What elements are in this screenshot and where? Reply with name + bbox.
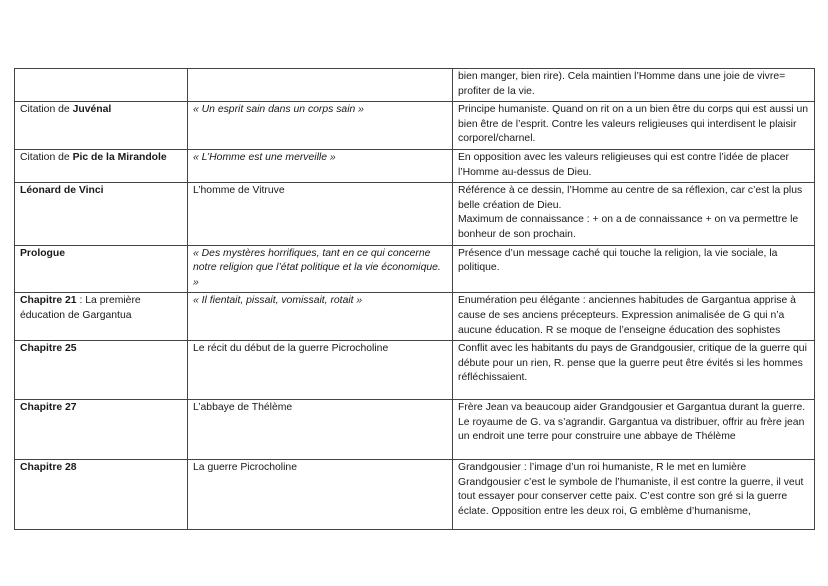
row-label-cell: Citation de Juvénal (15, 102, 188, 150)
analysis-cell: Référence à ce dessin, l’Homme au centre de sa réflexion, car c’est la plus belle création de Dieu. Maximum de connaissance : + on a de connaissance + on va permettre le bonheur de son prochain. (453, 183, 815, 245)
table-row (15, 460, 815, 530)
row-label-cell: Chapitre 25 (15, 341, 188, 400)
analysis-cell: Frère Jean va beaucoup aider Grandgousier et Gargantua durant la guerre. Le royaume de G. va s’agrandir. Gargantua va distribuer, offrir au frère jean un endroit une terre pour construire une abbaye de Thélème (453, 400, 815, 460)
analysis-cell: bien manger, bien rire). Cela maintien l’Homme dans une joie de vivre= profiter de la vie. (453, 69, 815, 102)
quote-cell (188, 69, 453, 102)
table-row (15, 245, 815, 293)
table-row (15, 183, 815, 245)
table-row (15, 341, 815, 400)
analysis-cell: En opposition avec les valeurs religieuses qui est contre l’idée de placer l’Homme au-dessus de Dieu. (453, 149, 815, 182)
row-label-cell (15, 69, 188, 102)
analysis-cell: Grandgousier : l’image d’un roi humaniste, R le met en lumière Grandgousier c’est le symbole de l’humaniste, il est contre la guerre, il veut tout essayer pour conserver cette paix. C’est contre son gré si la guerre éclate. Opposition entre les deux roi, G emblème d’humanisme, (453, 460, 815, 530)
notes-table (14, 68, 815, 530)
analysis-cell: Conflit avec les habitants du pays de Grandgousier, critique de la guerre qui débute pour un rien, R. pense que la guerre peut être évités si les hommes réfléchissaient. (453, 341, 815, 400)
table-row (15, 102, 815, 150)
row-label-cell: Léonard de Vinci (15, 183, 188, 245)
row-label-cell: Citation de Pic de la Mirandole (15, 149, 188, 182)
table-row (15, 293, 815, 341)
table-row (15, 149, 815, 182)
table-row (15, 400, 815, 460)
analysis-cell: Principe humaniste. Quand on rit on a un bien être du corps qui est aussi un bien être de l’esprit. Contre les valeurs religieuses qui interdisent le plaisir corporel/charnel. (453, 102, 815, 150)
quote-cell: La guerre Picrocholine (188, 460, 453, 530)
quote-cell: Le récit du début de la guerre Picrocholine (188, 341, 453, 400)
analysis-cell: Présence d’un message caché qui touche la religion, la vie sociale, la politique. (453, 245, 815, 293)
quote-cell: « L’Homme est une merveille » (188, 149, 453, 182)
analysis-cell: Enumération peu élégante : anciennes habitudes de Gargantua apprise à cause de ses anciens précepteurs. Expression animalisée de G qui n’a aucune éducation. R se moque de l’enseigne éducation des sophistes (453, 293, 815, 341)
row-label-cell: Chapitre 27 (15, 400, 188, 460)
table-row (15, 69, 815, 102)
quote-cell: L’homme de Vitruve (188, 183, 453, 245)
row-label-cell: Prologue (15, 245, 188, 293)
quote-cell: « Il fientait, pissait, vomissait, rotait » (188, 293, 453, 341)
quote-cell: « Un esprit sain dans un corps sain » (188, 102, 453, 150)
row-label-cell: Chapitre 28 (15, 460, 188, 530)
quote-cell: « Des mystères horrifiques, tant en ce qui concerne notre religion que l’état politique et la vie économique. » (188, 245, 453, 293)
row-label-cell: Chapitre 21 : La première éducation de Gargantua (15, 293, 188, 341)
quote-cell: L’abbaye de Thélème (188, 400, 453, 460)
notes-table-body (15, 69, 815, 530)
